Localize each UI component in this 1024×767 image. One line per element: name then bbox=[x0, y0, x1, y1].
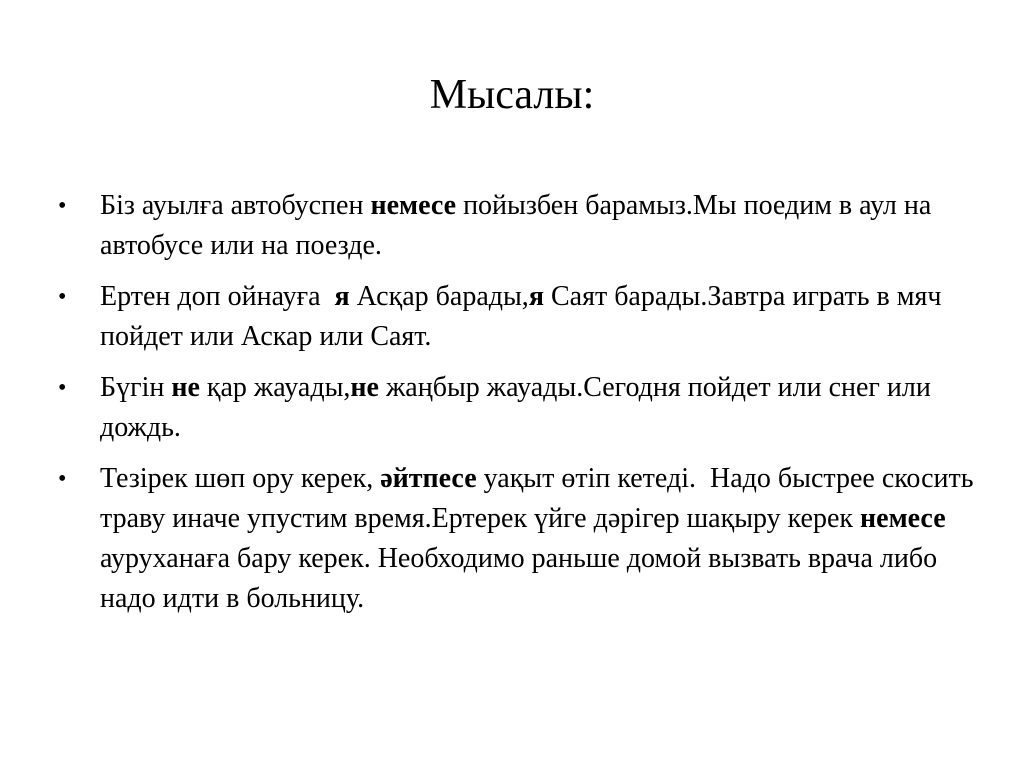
bullet-marker: • bbox=[58, 284, 67, 310]
text-segment: Тезірек шөп ору керек, bbox=[100, 463, 381, 494]
text-segment: ауруханаға бару керек. Необходимо раньше домой вызвать врача либо надо идти в больницу. bbox=[100, 503, 953, 614]
text-segment: Бүгін bbox=[100, 372, 172, 403]
text-segment: Біз ауылға автобуспен bbox=[100, 190, 371, 221]
bullet-text bbox=[100, 372, 931, 443]
keyword-segment: я bbox=[334, 281, 350, 312]
text-segment: Саят барады.Завтра играть в мяч пойдет или Аскар или Саят. bbox=[100, 281, 949, 352]
bullet-item-4 bbox=[58, 459, 981, 619]
bullet-text bbox=[100, 190, 931, 261]
bullet-marker: • bbox=[58, 375, 67, 401]
text-segment: Асқар барады, bbox=[349, 281, 529, 312]
keyword-segment: не bbox=[171, 372, 200, 403]
text-segment: қар жауады, bbox=[199, 372, 351, 403]
keyword-segment: әйтпесе bbox=[380, 463, 477, 494]
text-segment: уақыт өтіп кетеді. Надо быстрее скосить траву иначе упустим время.Ертерек үйге дәрігер шақыру керек bbox=[100, 463, 981, 534]
keyword-segment: немесе bbox=[860, 503, 946, 534]
keyword-segment: не bbox=[350, 372, 379, 403]
bullet-marker: • bbox=[58, 193, 67, 219]
text-segment: Ертен доп ойнауға bbox=[100, 281, 335, 312]
keyword-segment: немесе bbox=[370, 190, 457, 221]
bullet-marker: • bbox=[58, 466, 67, 492]
bullet-item-2 bbox=[58, 277, 978, 357]
slide-title: Мысалы: bbox=[429, 72, 595, 118]
bullet-list bbox=[58, 186, 981, 630]
keyword-segment: я bbox=[528, 281, 544, 312]
bullet-item-3 bbox=[58, 368, 978, 448]
bullet-text bbox=[100, 463, 981, 614]
text-segment: жаңбыр жауады.Сегодня пойдет или снег или дождь. bbox=[100, 372, 931, 443]
text-segment: пойызбен барамыз.Мы поедим в аул на автобусе или на поезде. bbox=[100, 190, 932, 261]
bullet-item-1 bbox=[58, 186, 978, 266]
bullet-text bbox=[100, 281, 948, 352]
